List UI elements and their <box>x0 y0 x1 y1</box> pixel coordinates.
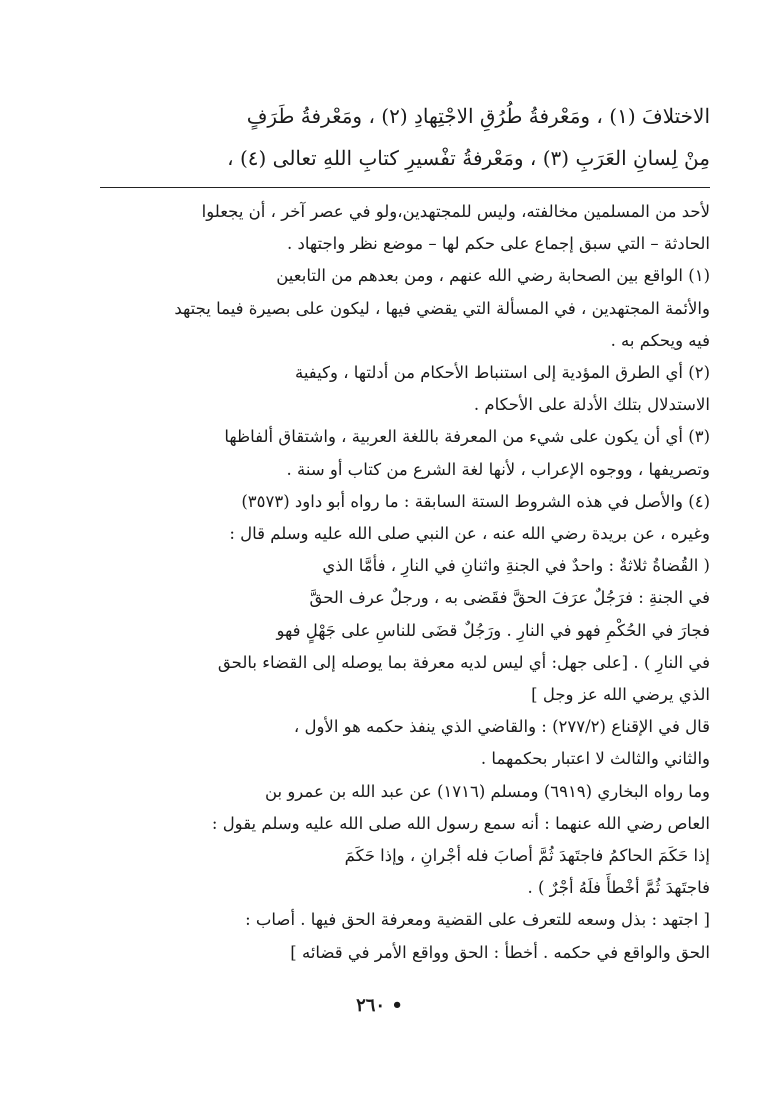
footnote-separator <box>100 187 710 188</box>
footnote-line: (٤) والأصل في هذه الشروط الستة السابقة : ما رواه أبو داود (٣٥٧٣) <box>241 491 710 511</box>
footnote-line: ( القُضاةُ ثلاثةٌ : واحدٌ في الجنةِ واثنانِ في النارِ ، فأمَّا الذي <box>322 556 710 576</box>
footnote-line: (٣) أي أن يكون على شيء من المعرفة باللغة العربية ، واشتقاق ألفاظها <box>224 427 710 447</box>
main-text-line: الاختلافَ (١) ، ومَعْرفةُ طُرُقِ الاجْتِهادِ (٢) ، ومَعْرفةُ طَرَفٍ <box>246 104 710 128</box>
footnote-line: وغيره ، عن بريدة رضي الله عنه ، عن النبي صلى الله عليه وسلم قال : <box>229 524 710 544</box>
footnote-line: الاستدلال بتلك الأدلة على الأحكام . <box>473 395 710 415</box>
book-page <box>100 95 710 969</box>
footnote-line: [ اجتهد : بذل وسعه للتعرف على القضية ومعرفة الحق فيها . أصاب : <box>245 910 710 930</box>
footnote-line: الذي يرضي الله عز وجل ] <box>531 685 710 705</box>
footnote-line: فيه ويحكم به . <box>610 330 710 350</box>
footnote-line: وما رواه البخاري (٦٩١٩) ومسلم (١٧١٦) عن عبد الله بن عمرو بن <box>264 781 710 801</box>
footnote-line: العاص رضي الله عنهما : أنه سمع رسول الله صلى الله عليه وسلم يقول : <box>211 813 710 833</box>
footnote-line: الحق والواقع في حكمه . أخطأ : الحق وواقع الأمر في قضائه ] <box>290 942 710 962</box>
footnote-line: فاجتَهدَ ثُمَّ أخْطأَ فلَهُ أجْرٌ ) . <box>527 878 710 898</box>
footnote-line: لأحد من المسلمين مخالفته، وليس للمجتهدين،ولو في عصر آخر ، أن يجعلوا <box>201 202 710 221</box>
footnotes <box>100 196 710 969</box>
footnote-line: في الجنةِ : فرَجُلٌ عرَفَ الحقَّ فقَضى به ، ورجلٌ عرف الحقَّ <box>309 588 710 608</box>
footnote-line: (١) الواقع بين الصحابة رضي الله عنهم ، ومن بعدهم من التابعين <box>276 266 710 286</box>
footnote-line: في النارِ ) . [على جهل: أي ليس لديه معرفة بما يوصله إلى القضاء بالحق <box>217 652 710 672</box>
footnote-line: فجارَ في الحُكْمِ فهو في النارِ . ورَجُلٌ قضَى للناسِ على جَهْلٍ فهو <box>276 620 710 640</box>
footnote-line: إذا حَكَمَ الحاكمُ فاجتَهدَ ثُمَّ أصابَ فله أجْرانِ ، وإذا حَكَمَ <box>344 846 710 866</box>
main-text <box>100 95 710 179</box>
page-number: • ٢٦٠ <box>356 995 403 1016</box>
footnote-line: والثاني والثالث لا اعتبار بحكمهما . <box>480 749 710 769</box>
main-text-line: مِنْ لِسانِ العَرَبِ (٣) ، ومَعْرفةُ تفْسيرِ كتابِ اللهِ تعالى (٤) ، <box>227 146 710 170</box>
footnote-line: وتصريفها ، ووجوه الإعراب ، لأنها لغة الشرع من كتاب أو سنة . <box>286 459 710 479</box>
footnote-line: قال في الإقناع (٢٧٧/٢) : والقاضي الذي ينفذ حكمه هو الأول ، <box>293 717 710 737</box>
footnote-line: (٢) أي الطرق المؤدية إلى استنباط الأحكام من أدلتها ، وكيفية <box>294 363 710 383</box>
footnote-line: الحادثة – التي سبق إجماع على حكم لها – موضع نظر واجتهاد . <box>287 234 710 254</box>
footnote-line: والأئمة المجتهدين ، في المسألة التي يقضي فيها ، ليكون على بصيرة فيما يجتهد <box>174 298 710 318</box>
